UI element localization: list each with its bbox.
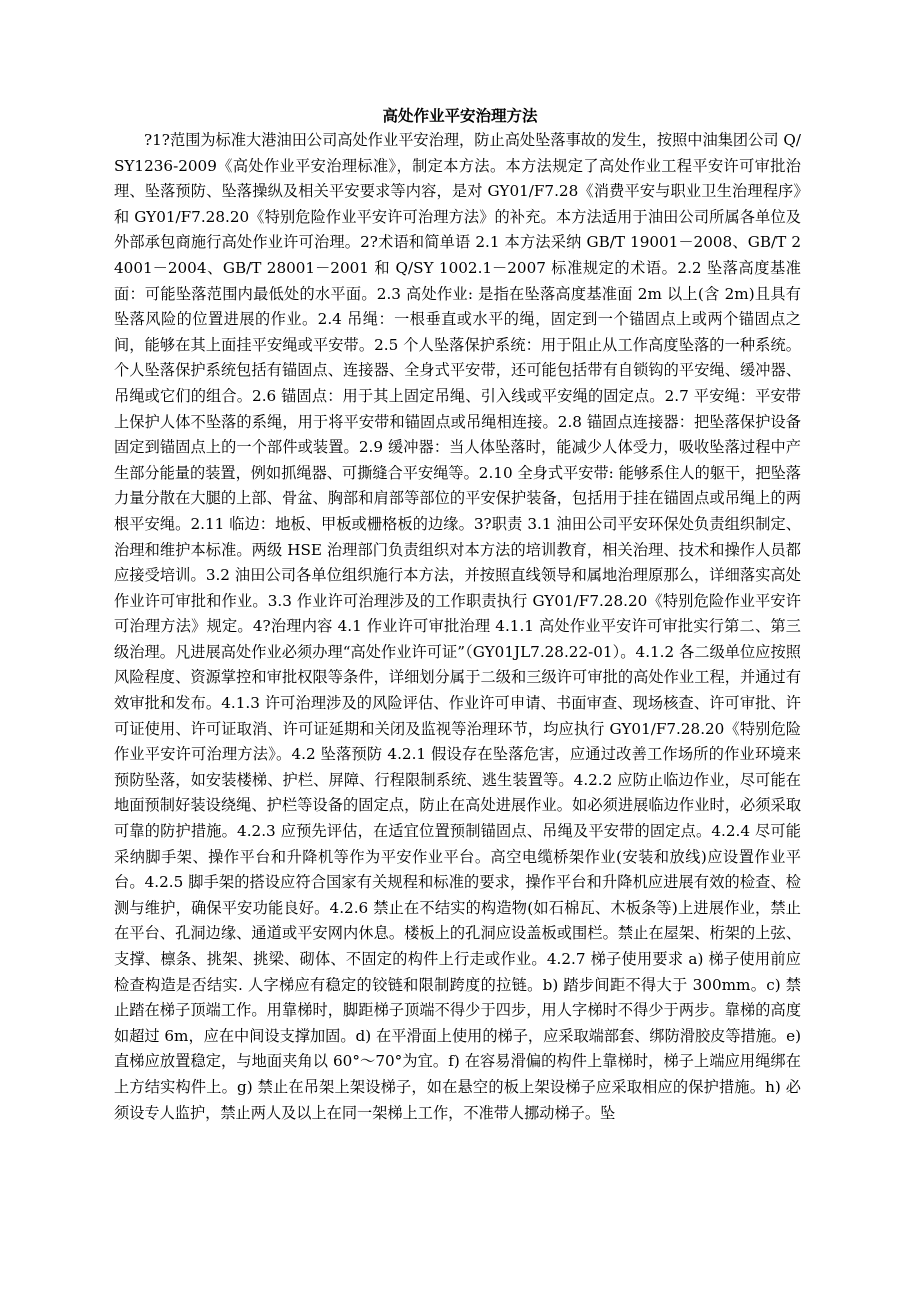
document-title: 高处作业平安治理方法 [382,106,538,125]
document-body-text: ?1?范围为标准大港油田公司高处作业平安治理，防止高处坠落事故的发生，按照中油集团公司 Q/SY1236-2009《高处作业平安治理标准》，制定本方法。本方法规定了高处作业工程平安许可审批治理、坠落预防、坠落操纵及相关平安要求等内容，是对 GY01/F7.28《消费平安与职业卫生治理程序》和 GY01/F7.28.20《特别危险作业平安许可治理方法》的补充。本方法适用于油田公司所属各单位及外部承包商施行高处作业许可治理。2?术语和简单语 2.1 本方法采纳 GB/T 19001－2008、GB/T 24001－2004、GB/T 28001－2001 和 Q/SY 1002.1－2007 标准规定的术语。2.2 坠落高度基准面：可能坠落范围内最低处的水平面。2.3 高处作业: 是指在坠落高度基准面 2m 以上(含 2m)且具有坠落风险的位置进展的作业。2.4 吊绳：一根垂直或水平的绳，固定到一个锚固点上或两个锚固点之间，能够在其上面挂平安绳或平安带。2.5 个人坠落保护系统：用于阻止从工作高度坠落的一种系统。个人坠落保护系统包括有锚固点、连接器、全身式平安带，还可能包括带有自锁钩的平安绳、缓冲器、吊绳或它们的组合。2.6 锚固点：用于其上固定吊绳、引入线或平安绳的固定点。2.7 平安绳：平安带上保护人体不坠落的系绳，用于将平安带和锚固点或吊绳相连接。2.8 锚固点连接器：把坠落保护设备固定到锚固点上的一个部件或装置。2.9 缓冲器：当人体坠落时，能减少人体受力，吸收坠落过程中产生部分能量的装置，例如抓绳器、可撕缝合平安绳等。2.10 全身式平安带: 能够系住人的躯干，把坠落力量分散在大腿的上部、骨盆、胸部和肩部等部位的平安保护装备，包括用于挂在锚固点或吊绳上的两根平安绳。2.11 临边：地板、甲板或栅格板的边缘。3?职责 3.1 油田公司平安环保处负责组织制定、治理和维护本标准。两级 HSE 治理部门负责组织对本方法的培训教育，相关治理、技术和操作人员都应接受培训。3.2 油田公司各单位组织施行本方法，并按照直线领导和属地治理原那么，详细落实高处作业许可审批和作业。3.3 作业许可治理涉及的工作职责执行 GY01/F7.28.20《特别危险作业平安许可治理方法》规定。4?治理内容 4.1 作业许可审批治理 4.1.1 高处作业平安许可审批实行第二、第三级治理。凡进展高处作业必须办理“高处作业许可证”（GY01JL7.28.22-01）。4.1.2 各二级单位应按照风险程度、资源掌控和审批权限等条件，详细划分属于二级和三级许可审批的高处作业工程，并通过有效审批和发布。4.1.3 许可治理涉及的风险评估、作业许可申请、书面审查、现场核查、许可审批、许可证使用、许可证取消、许可证延期和关闭及监视等治理环节，均应执行 GY01/F7.28.20《特别危险作业平安许可治理方法》。4.2 坠落预防 4.2.1 假设存在坠落危害，应通过改善工作场所的作业环境来预防坠落，如安装楼梯、护栏、屏障、行程限制系统、逃生装置等。4.2.2 应防止临边作业，尽可能在地面预制好装设绕绳、护栏等设备的固定点，防止在高处进展作业。如必须进展临边作业时，必须采取可靠的防护措施。4.2.3 应预先评估，在适宜位置预制锚固点、吊绳及平安带的固定点。4.2.4 尽可能采纳脚手架、操作平台和升降机等作为平安作业平台。高空电缆桥架作业(安装和放线)应设置作业平台。4.2.5 脚手架的搭设应符合国家有关规程和标准的要求，操作平台和升降机应进展有效的检查、检测与维护，确保平安功能良好。4.2.6 禁止在不结实的构造物(如石棉瓦、木板条等)上进展作业，禁止在平台、孔洞边缘、通道或平安网内休息。楼板上的孔洞应设盖板或围栏。禁止在屋架、桁架的上弦、支撑、檩条、挑架、挑梁、砌体、不固定的构件上行走或作业。4.2.7 梯子使用要求 a) 梯子使用前应检查构造是否结实. 人字梯应有稳定的铰链和限制跨度的拉链。b) 踏步间距不得大于 300mm。c) 禁止踏在梯子顶端工作。用靠梯时，脚距梯子顶端不得少于四步，用人字梯时不得少于两步。靠梯的高度如超过 6m，应在中间设支撑加固。d) 在平滑面上使用的梯子，应采取端部套、绑防滑胶皮等措施。e) 直梯应放置稳定，与地面夹角以 60°～70°为宜。f) 在容易滑偏的构件上靠梯时，梯子上端应用绳绑在上方结实构件上。g) 禁止在吊架上架设梯子，如在悬空的板上架设梯子应采取相应的保护措施。h) 必须设专人监护，禁止两人及以上在同一架梯上工作，不准带人挪动梯子。坠 [114,131,801,1122]
